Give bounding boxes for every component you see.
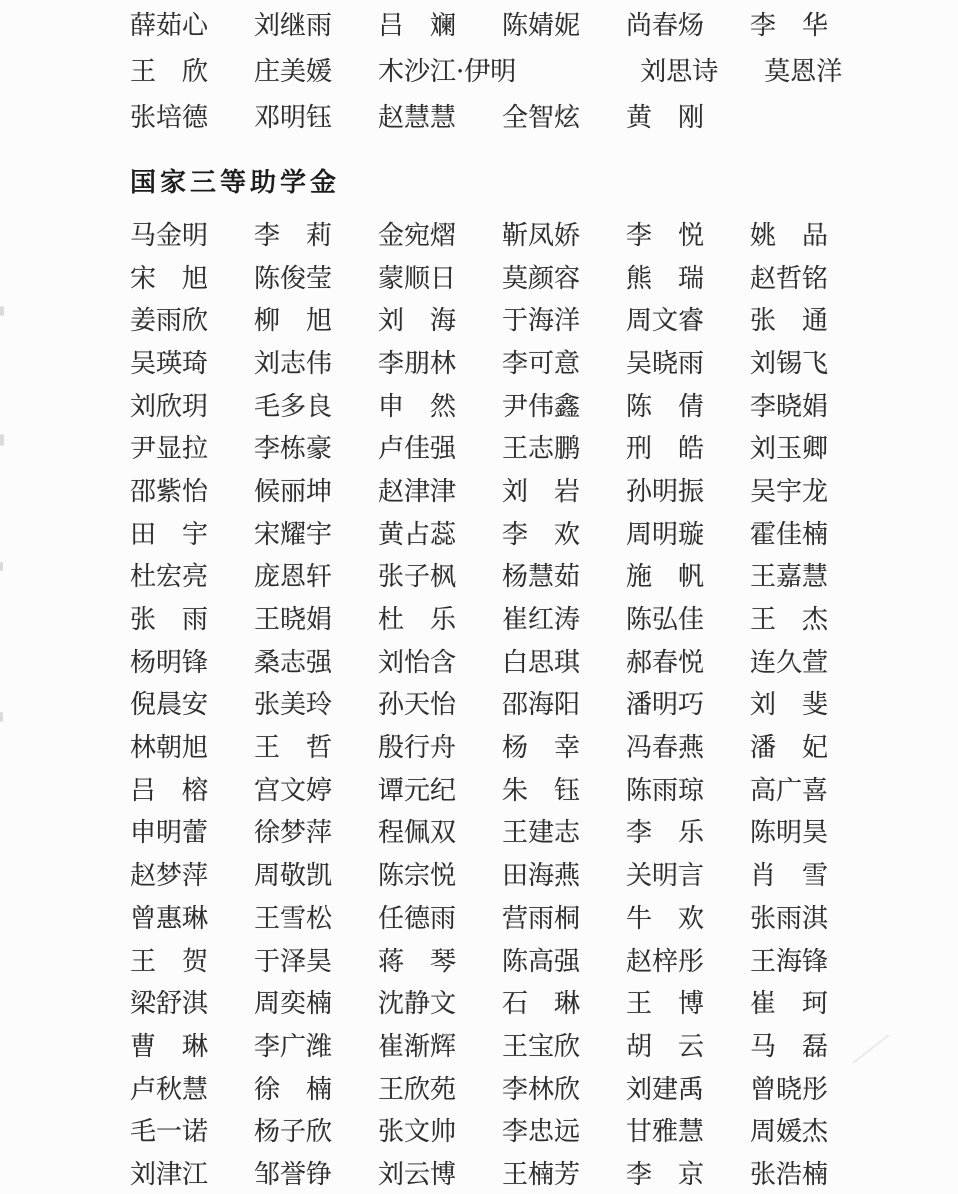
recipient-name: 宋 旭	[130, 263, 209, 294]
scan-artifact	[0, 306, 4, 316]
name-row	[130, 767, 958, 810]
recipient-name: 孙明振	[626, 476, 705, 507]
recipient-name: 姜雨欣	[130, 306, 209, 337]
recipient-name: 周文睿	[626, 306, 705, 337]
recipient-name: 吕 榕	[130, 775, 209, 806]
recipient-name: 杨慧茹	[502, 562, 581, 593]
scan-artifact	[0, 434, 4, 446]
recipient-name: 张子枫	[378, 562, 457, 593]
recipient-name: 王宝欣	[502, 1031, 581, 1062]
name-row	[130, 1108, 958, 1151]
recipient-name: 李晓娟	[750, 391, 829, 422]
recipient-name: 王 杰	[750, 605, 829, 636]
recipient-name: 王建志	[502, 818, 581, 849]
recipient-name: 徐梦萍	[254, 818, 333, 849]
recipient-name: 刘津江	[130, 1159, 209, 1190]
recipient-name: 吴宇龙	[750, 476, 829, 507]
recipient-name: 刘欣玥	[130, 391, 209, 422]
name-row	[130, 554, 958, 597]
recipient-name: 赵梦萍	[130, 861, 209, 892]
recipient-name: 张 通	[750, 306, 829, 337]
recipient-name: 高广喜	[750, 775, 829, 806]
recipient-name: 薛茹心	[130, 10, 209, 41]
recipient-name: 熊 瑞	[626, 263, 705, 294]
recipient-name: 王 博	[626, 989, 705, 1020]
recipient-name: 李可意	[502, 348, 581, 379]
recipient-name: 刑 皓	[626, 434, 705, 465]
recipient-name: 全智炫	[502, 102, 581, 133]
recipient-name: 殷行舟	[378, 733, 457, 764]
recipient-name: 连久萱	[750, 647, 829, 678]
name-row	[130, 468, 958, 511]
recipient-name: 沈静文	[378, 989, 457, 1020]
recipient-name: 于海洋	[502, 306, 581, 337]
recipient-name: 邹誉铮	[254, 1159, 333, 1190]
scholarship-recipient-name-grid	[130, 212, 958, 1194]
name-row	[130, 852, 958, 895]
recipient-name: 吴晓雨	[626, 348, 705, 379]
scan-artifact	[0, 712, 3, 722]
recipient-name: 张浩楠	[750, 1159, 829, 1190]
recipient-name: 王 贺	[130, 946, 209, 977]
recipient-name: 姚 品	[750, 220, 829, 251]
recipient-name: 陈俊莹	[254, 263, 333, 294]
recipient-name: 崔渐辉	[378, 1031, 457, 1062]
name-row	[130, 1151, 958, 1194]
recipient-name: 李朋林	[378, 348, 457, 379]
recipient-name: 宫文婷	[254, 775, 333, 806]
recipient-name: 刘思诗	[640, 56, 719, 87]
recipient-name: 候丽坤	[254, 476, 333, 507]
name-row	[130, 810, 958, 853]
recipient-name: 靳凤娇	[502, 220, 581, 251]
recipient-name: 李栋豪	[254, 434, 333, 465]
recipient-name: 李 欢	[502, 519, 581, 550]
recipient-name: 邵海阳	[502, 690, 581, 721]
recipient-name: 王 哲	[254, 733, 333, 764]
recipient-name: 邵紫怡	[130, 476, 209, 507]
recipient-name: 杨明锋	[130, 647, 209, 678]
recipient-name: 朱 钰	[502, 775, 581, 806]
recipient-name: 孙天怡	[378, 690, 457, 721]
recipient-name: 田 宇	[130, 519, 209, 550]
recipient-name: 林朝旭	[130, 733, 209, 764]
recipient-name: 关明言	[626, 861, 705, 892]
recipient-name: 曾晓彤	[750, 1074, 829, 1105]
recipient-name: 申明蕾	[130, 818, 209, 849]
recipient-name: 崔红涛	[502, 605, 581, 636]
name-row	[130, 425, 958, 468]
recipient-name: 李广潍	[254, 1031, 333, 1062]
recipient-name: 黄 刚	[626, 102, 705, 133]
name-row	[130, 682, 958, 725]
recipient-name: 庞恩轩	[254, 562, 333, 593]
recipient-name: 李 悦	[626, 220, 705, 251]
recipient-name: 吕 斓	[378, 10, 457, 41]
recipient-name: 马 磊	[750, 1031, 829, 1062]
recipient-name: 杜 乐	[378, 605, 457, 636]
recipient-name: 陈高强	[502, 946, 581, 977]
name-row	[130, 596, 958, 639]
recipient-name: 周敬凯	[254, 861, 333, 892]
recipient-name: 李忠远	[502, 1117, 581, 1148]
recipient-name: 桑志强	[254, 647, 333, 678]
name-row	[130, 0, 958, 46]
recipient-name: 王晓娟	[254, 605, 333, 636]
recipient-name: 周明璇	[626, 519, 705, 550]
scan-artifact	[0, 562, 3, 571]
recipient-name: 柳 旭	[254, 306, 333, 337]
name-row	[130, 938, 958, 981]
recipient-name: 尚春炀	[626, 10, 705, 41]
recipient-name: 卢秋慧	[130, 1074, 209, 1105]
recipient-name: 于泽昊	[254, 946, 333, 977]
recipient-name: 陈雨琼	[626, 775, 705, 806]
recipient-name: 田海燕	[502, 861, 581, 892]
name-row	[130, 724, 958, 767]
recipient-name: 白思琪	[502, 647, 581, 678]
recipient-name: 金宛熠	[378, 220, 457, 251]
recipient-name: 李 华	[750, 10, 829, 41]
recipient-name: 陈明昊	[750, 818, 829, 849]
name-row	[130, 46, 958, 92]
recipient-name: 陈 倩	[626, 391, 705, 422]
recipient-name: 李 京	[626, 1159, 705, 1190]
name-row	[130, 212, 958, 255]
recipient-name: 王楠芳	[502, 1159, 581, 1190]
recipient-name: 施 帆	[626, 562, 705, 593]
name-row	[130, 383, 958, 426]
recipient-name: 牛 欢	[626, 903, 705, 934]
previous-section-name-list	[130, 0, 958, 138]
recipient-name: 王嘉慧	[750, 562, 829, 593]
recipient-name: 赵慧慧	[378, 102, 457, 133]
recipient-name: 刘 斐	[750, 690, 829, 721]
recipient-name: 张培德	[130, 102, 209, 133]
recipient-name: 刘玉卿	[750, 434, 829, 465]
recipient-name: 陈弘佳	[626, 605, 705, 636]
recipient-name: 谭元纪	[378, 775, 457, 806]
recipient-name: 蒙顺日	[378, 263, 457, 294]
recipient-name: 宋耀宇	[254, 519, 333, 550]
name-row	[130, 1023, 958, 1066]
recipient-name: 庄美媛	[254, 56, 333, 87]
recipient-name: 杨 幸	[502, 733, 581, 764]
recipient-name: 霍佳楠	[750, 519, 829, 550]
name-row	[130, 92, 958, 138]
recipient-name: 刘建禹	[626, 1074, 705, 1105]
recipient-name: 申 然	[378, 391, 457, 422]
recipient-name: 陈宗悦	[378, 861, 457, 892]
recipient-name: 石 琳	[502, 989, 581, 1020]
recipient-name: 赵梓彤	[626, 946, 705, 977]
recipient-name: 甘雅慧	[626, 1117, 705, 1148]
recipient-name: 马金明	[130, 220, 209, 251]
recipient-name: 胡 云	[626, 1031, 705, 1062]
recipient-name: 徐 楠	[254, 1074, 333, 1105]
recipient-name: 刘云博	[378, 1159, 457, 1190]
recipient-name: 曾惠琳	[130, 903, 209, 934]
recipient-name: 梁舒淇	[130, 989, 209, 1020]
name-row	[130, 297, 958, 340]
recipient-name: 毛多良	[254, 391, 333, 422]
recipient-name: 李 乐	[626, 818, 705, 849]
recipient-name: 王海锋	[750, 946, 829, 977]
recipient-name: 张 雨	[130, 605, 209, 636]
section-title: 国家三等助学金	[130, 168, 341, 198]
recipient-name: 张雨淇	[750, 903, 829, 934]
name-row	[130, 1066, 958, 1109]
name-row	[130, 255, 958, 298]
recipient-name: 潘 妃	[750, 733, 829, 764]
recipient-name: 周奕楠	[254, 989, 333, 1020]
recipient-name: 杜宏亮	[130, 562, 209, 593]
recipient-name: 王欣苑	[378, 1074, 457, 1105]
recipient-name: 任德雨	[378, 903, 457, 934]
recipient-name: 陈婧妮	[502, 10, 581, 41]
recipient-name: 肖 雪	[750, 861, 829, 892]
recipient-name: 潘明巧	[626, 690, 705, 721]
recipient-name: 黄占蕊	[378, 519, 457, 550]
recipient-name: 刘怡含	[378, 647, 457, 678]
recipient-name: 刘志伟	[254, 348, 333, 379]
recipient-name: 李林欣	[502, 1074, 581, 1105]
name-row	[130, 511, 958, 554]
name-row	[130, 980, 958, 1023]
recipient-name: 郝春悦	[626, 647, 705, 678]
recipient-name: 刘 岩	[502, 476, 581, 507]
recipient-name: 周媛杰	[750, 1117, 829, 1148]
recipient-name: 尹显拉	[130, 434, 209, 465]
recipient-name: 卢佳强	[378, 434, 457, 465]
recipient-name: 王志鹏	[502, 434, 581, 465]
recipient-name: 曹 琳	[130, 1031, 209, 1062]
recipient-name: 吴瑛琦	[130, 348, 209, 379]
recipient-name: 刘锡飞	[750, 348, 829, 379]
recipient-name: 杨子欣	[254, 1117, 333, 1148]
recipient-name: 莫恩洋	[764, 56, 843, 87]
recipient-name: 莫颜容	[502, 263, 581, 294]
recipient-name: 李 莉	[254, 220, 333, 251]
recipient-name: 邓明钰	[254, 102, 333, 133]
recipient-name: 王 欣	[130, 56, 209, 87]
name-row	[130, 895, 958, 938]
recipient-name: 尹伟鑫	[502, 391, 581, 422]
recipient-name: 倪晨安	[130, 690, 209, 721]
recipient-name: 冯春燕	[626, 733, 705, 764]
recipient-name: 毛一诺	[130, 1117, 209, 1148]
recipient-name: 蒋 琴	[378, 946, 457, 977]
recipient-name: 张美玲	[254, 690, 333, 721]
recipient-name: 刘继雨	[254, 10, 333, 41]
recipient-name: 营雨桐	[502, 903, 581, 934]
recipient-name: 木沙江·伊明	[378, 56, 517, 87]
recipient-name: 赵哲铭	[750, 263, 829, 294]
recipient-name: 赵津津	[378, 476, 457, 507]
recipient-name: 崔 珂	[750, 989, 829, 1020]
recipient-name: 程佩双	[378, 818, 457, 849]
recipient-name: 刘 海	[378, 306, 457, 337]
name-row	[130, 639, 958, 682]
name-row	[130, 340, 958, 383]
recipient-name: 张文帅	[378, 1117, 457, 1148]
recipient-name: 王雪松	[254, 903, 333, 934]
